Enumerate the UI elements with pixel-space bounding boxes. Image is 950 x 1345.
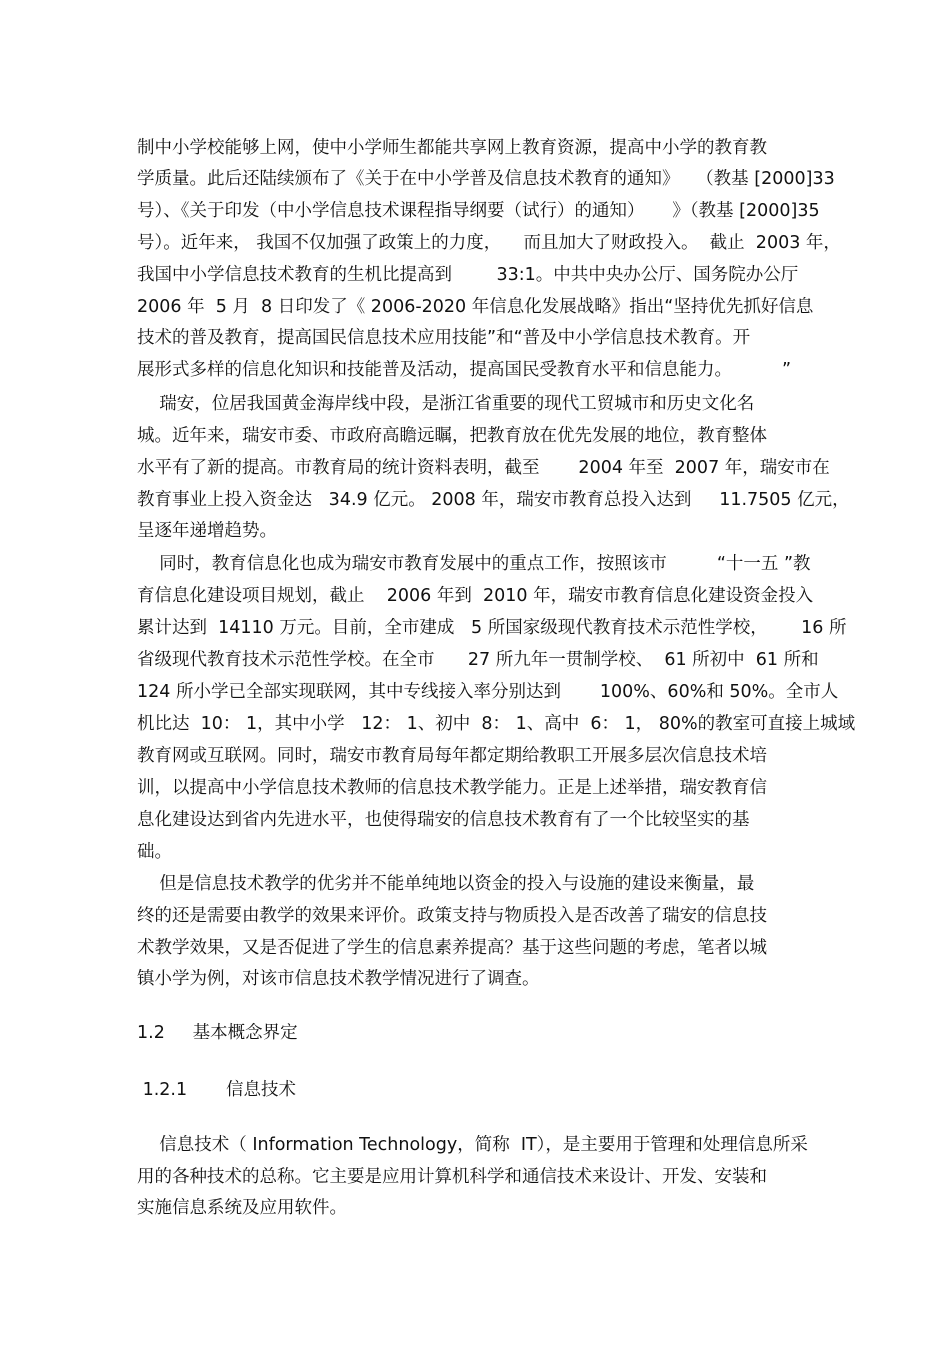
section-heading: 1.2 基本概念界定 <box>137 1023 298 1043</box>
text-line: 镇小学为例，对该市信息技术教学情况进行了调查。 <box>137 969 540 989</box>
text-line: 号）。近年来， 我国不仅加强了政策上的力度， 而且加大了财政投入。 截止 2003 年， <box>137 233 841 253</box>
text-line: 2006 年 5 月 8 日印发了《 2006-2020 年信息化发展战略》指出“坚持优先抓好信息 <box>137 297 814 317</box>
text-line: 实施信息系统及应用软件。 <box>137 1198 347 1218</box>
text-line: 124 所小学已全部实现联网，其中专线接入率分别达到 100%、60%和 50%。全市人 <box>137 682 839 702</box>
text-line: 机比达 10： 1，其中小学 12： 1、初中 8： 1、高中 6： 1， 80%的教室可直接上城域 <box>137 714 856 734</box>
text-line: 号）、《关于印发（中小学信息技术课程指导纲要（试行）的通知） 》（教基 [2000]35 <box>137 201 820 221</box>
text-line: 省级现代教育技术示范性学校。在全市 27 所九年一贯制学校、 61 所初中 61 所和 <box>137 650 819 670</box>
text-line: 教育事业上投入资金达 34.9 亿元。 2008 年，瑞安市教育总投入达到 11.7505 亿元， <box>137 490 850 510</box>
text-line: 学质量。此后还陆续颁布了《关于在中小学普及信息技术教育的通知》 （教基 [2000]33 <box>137 169 835 189</box>
text-line: 训，以提高中小学信息技术教师的信息技术教学能力。正是上述举措，瑞安教育信 <box>137 778 767 798</box>
text-line: 城。近年来，瑞安市委、市政府高瞻远瞩，把教育放在优先发展的地位，教育整体 <box>137 426 767 446</box>
text-line: 教育网或互联网。同时，瑞安市教育局每年都定期给教职工开展多层次信息技术培 <box>137 746 767 766</box>
text-line: 息化建设达到省内先进水平，也使得瑞安的信息技术教育有了一个比较坚实的基 <box>137 810 750 830</box>
subsection-heading: 1.2.1 信息技术 <box>137 1080 297 1100</box>
text-line: 育信息化建设项目规划，截止 2006 年到 2010 年，瑞安市教育信息化建设资金投入 <box>137 586 814 606</box>
text-line: 同时，教育信息化也成为瑞安市教育发展中的重点工作，按照该市 “十一五 ”教 <box>137 554 811 574</box>
text-line: 术教学效果，又是否促进了学生的信息素养提高？基于这些问题的考虑，笔者以城 <box>137 938 767 958</box>
text-line: 呈逐年递增趋势。 <box>137 521 277 541</box>
text-line: 制中小学校能够上网，使中小学师生都能共享网上教育资源，提高中小学的教育教 <box>137 138 767 158</box>
text-line: 信息技术（ Information Technology，简称 IT），是主要用于管理和处理信息所采 <box>137 1135 808 1155</box>
text-line: 终的还是需要由教学的效果来评价。政策支持与物质投入是否改善了瑞安的信息技 <box>137 906 767 926</box>
text-line: 但是信息技术教学的优劣并不能单纯地以资金的投入与设施的建设来衡量，最 <box>137 874 755 894</box>
text-line: 础。 <box>137 842 172 862</box>
text-line: 瑞安，位居我国黄金海岸线中段，是浙江省重要的现代工贸城市和历史文化名 <box>137 394 755 414</box>
text-line: 用的各种技术的总称。它主要是应用计算机科学和通信技术来设计、开发、安装和 <box>137 1167 767 1187</box>
text-line: 累计达到 14110 万元。目前，全市建成 5 所国家级现代教育技术示范性学校， 16 所 <box>137 618 847 638</box>
text-line: 展形式多样的信息化知识和技能普及活动，提高国民受教育水平和信息能力。 ” <box>137 360 792 380</box>
text-line: 我国中小学信息技术教育的生机比提高到 33:1。中共中央办公厅、国务院办公厅 <box>137 265 799 285</box>
text-line: 水平有了新的提高。市教育局的统计资料表明，截至 2004 年至 2007 年，瑞安市在 <box>137 458 830 478</box>
text-line: 技术的普及教育，提高国民信息技术应用技能”和“普及中小学信息技术教育。开 <box>137 328 751 348</box>
